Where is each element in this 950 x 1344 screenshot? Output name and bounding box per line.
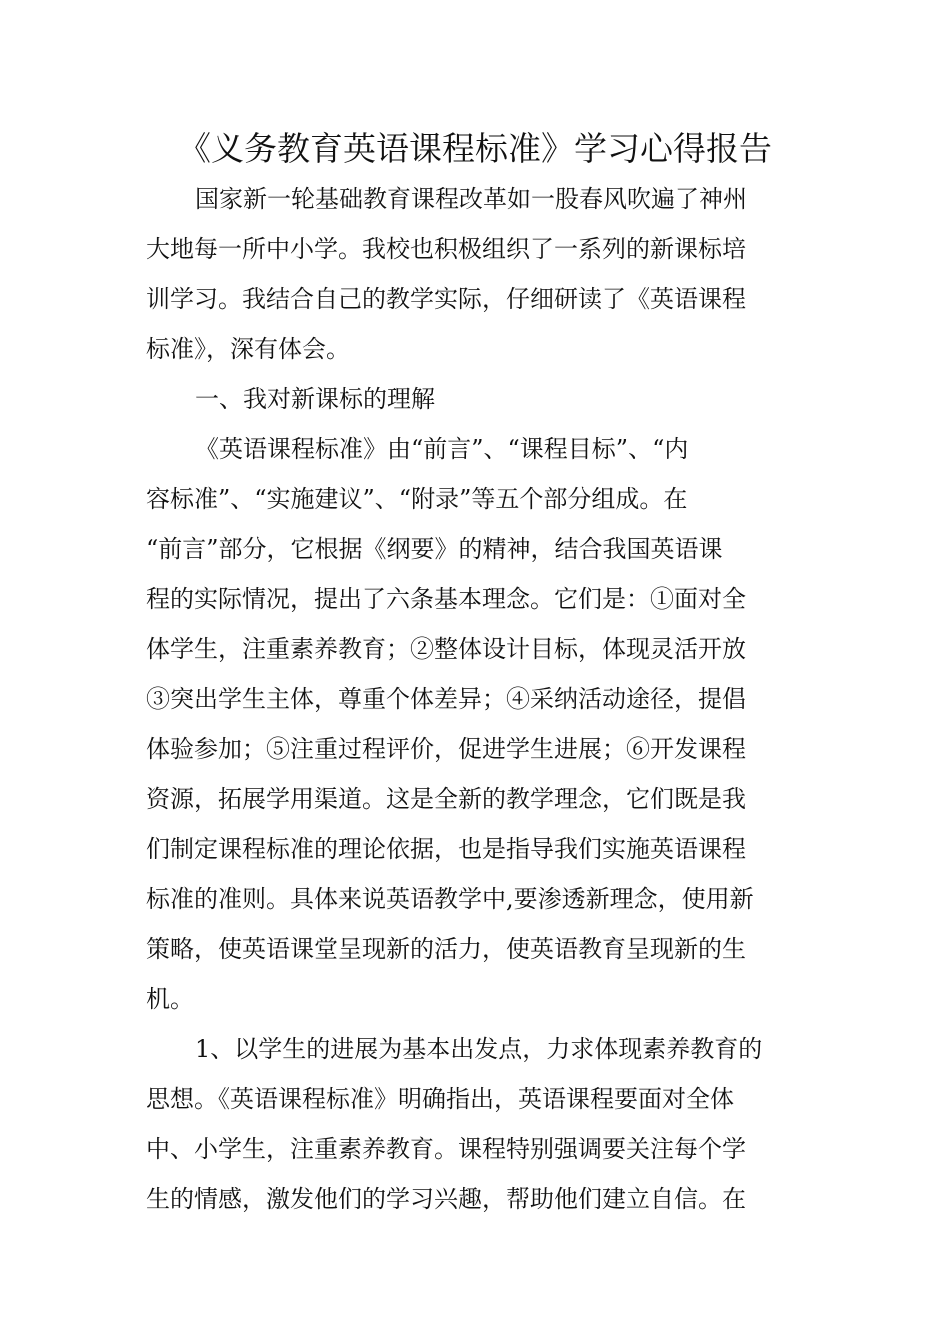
body-line-11: ③突出学生主体，尊重个体差异；④采纳活动途径，提倡 (146, 685, 746, 713)
body-line-16: 策略，使英语课堂呈现新的活力，使英语教育呈现新的生 (146, 935, 746, 963)
body-line-1: 国家新一轮基础教育课程改革如一股春风吹遍了神州 (195, 185, 747, 213)
body-line-13: 资源，拓展学用渠道。这是全新的教学理念，它们既是我 (146, 785, 746, 813)
document-title: 《义务教育英语课程标准》学习心得报告 (178, 129, 772, 168)
body-line-20: 中、小学生，注重素养教育。课程特别强调要关注每个学 (146, 1135, 746, 1163)
body-line-18: 1、以学生的进展为基本出发点，力求体现素养教育的 (195, 1035, 763, 1063)
body-line-8: “前言”部分，它根据《纲要》的精神，结合我国英语课 (146, 535, 723, 563)
body-line-9: 程的实际情况，提出了六条基本理念。它们是：①面对全 (146, 585, 746, 613)
body-line-10: 体学生，注重素养教育；②整体设计目标，体现灵活开放 (146, 635, 746, 663)
body-line-19: 思想。《英语课程标准》明确指出，英语课程要面对全体 (146, 1085, 734, 1113)
body-line-6: 《英语课程标准》由“前言”、“课程目标”、“内 (195, 435, 689, 463)
body-line-3: 训学习。我结合自己的教学实际，仔细研读了《英语课程 (146, 285, 746, 313)
body-line-12: 体验参加；⑤注重过程评价，促进学生进展；⑥开发课程 (146, 735, 746, 763)
body-line-2: 大地每一所中小学。我校也积极组织了一系列的新课标培 (146, 235, 746, 263)
body-line-21: 生的情感，激发他们的学习兴趣，帮助他们建立自信。在 (146, 1185, 746, 1213)
body-line-15: 标准的准则。具体来说英语教学中,要渗透新理念，使用新 (146, 885, 754, 913)
body-line-14: 们制定课程标准的理论依据，也是指导我们实施英语课程 (146, 835, 746, 863)
body-line-4: 标准》，深有体会。 (146, 335, 350, 363)
body-line-17: 机。 (146, 985, 194, 1013)
section-heading-1: 一、我对新课标的理解 (195, 385, 435, 413)
body-line-7: 容标准”、“实施建议”、“附录”等五个部分组成。在 (146, 485, 688, 513)
